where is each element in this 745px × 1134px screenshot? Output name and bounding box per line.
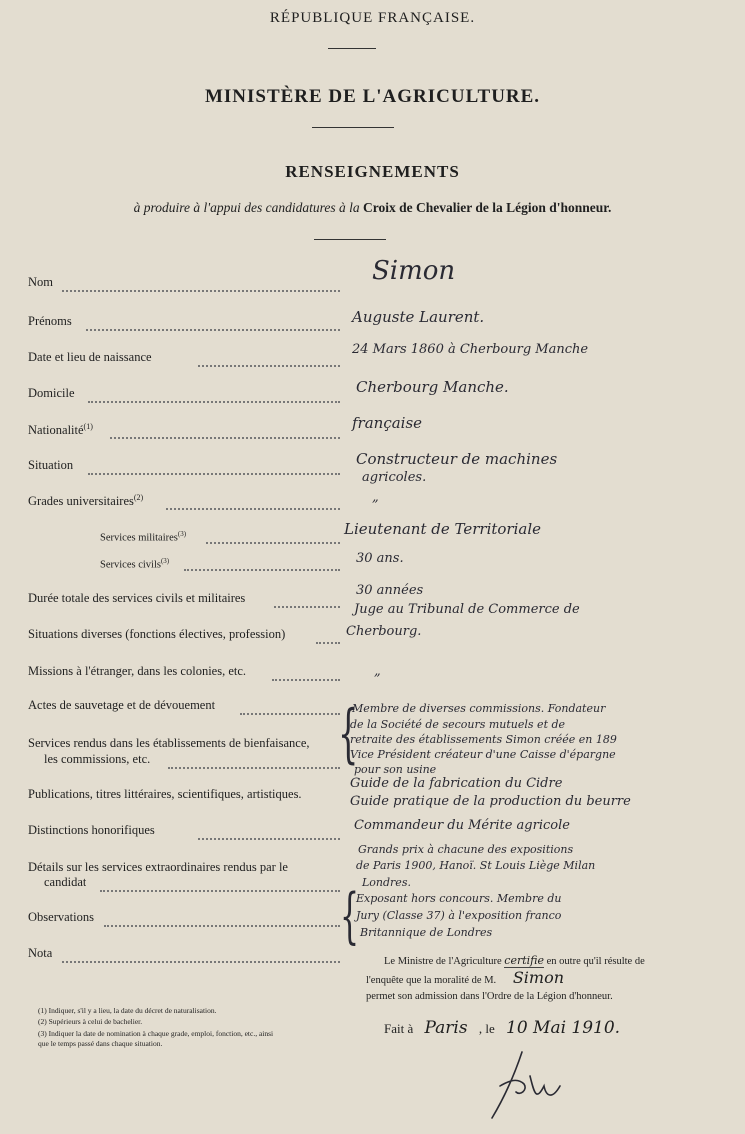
leader-dots xyxy=(168,767,340,769)
value-bienfaisance-5: pour son usine xyxy=(354,763,437,776)
label-naissance: Date et lieu de naissance xyxy=(28,350,152,364)
label-nationalite: Nationalité$^{(1)}$ xyxy=(28,422,93,438)
label-diverses: Situations diverses (fonctions électives, profession) xyxy=(28,627,286,641)
cert-line-2: l'enquête que la moralité de M. Simon xyxy=(366,968,564,987)
leader-dots xyxy=(104,925,340,927)
leader-dots xyxy=(166,508,340,510)
label-nom: Nom xyxy=(28,275,53,289)
value-situation-2: agricoles. xyxy=(362,470,427,485)
value-nationalite: française xyxy=(352,414,423,432)
label-observations: Observations xyxy=(28,910,94,924)
value-grades: „ xyxy=(372,490,379,505)
value-distinctions: Commandeur du Mérite agricole xyxy=(354,818,570,833)
leader-dots xyxy=(100,890,340,892)
value-bienfaisance-2: de la Société de secours mutuels et de xyxy=(350,718,566,731)
value-extraordinaires-2: de Paris 1900, Hanoï. St Louis Liège Milan xyxy=(356,859,596,872)
label-duree: Durée totale des services civils et militaires xyxy=(28,591,246,605)
footnote-2: (2) Supérieurs à celui de bachelier. xyxy=(38,1017,143,1026)
value-militaires: Lieutenant de Territoriale xyxy=(344,520,542,538)
footnote-1: (1) Indiquer, s'il y a lieu, la date du décret de naturalisation. xyxy=(38,1006,217,1015)
leader-dots xyxy=(62,961,340,963)
label-extraordinaires-2: candidat xyxy=(44,875,87,889)
cert-line-1: Le Ministre de l'Agriculture certifie en outre qu'il résulte de xyxy=(384,954,645,967)
header-ministry: MINISTÈRE DE L'AGRICULTURE. xyxy=(204,86,541,107)
value-observations-1: Exposant hors concours. Membre du xyxy=(356,892,562,905)
label-nota: Nota xyxy=(28,946,53,960)
value-duree: 30 années xyxy=(356,583,424,598)
divider xyxy=(312,127,394,128)
value-civils: 30 ans. xyxy=(356,551,404,566)
value-publications-2: Guide pratique de la production du beurre xyxy=(350,794,631,809)
value-naissance: 24 Mars 1860 à Cherbourg Manche xyxy=(352,342,589,357)
fait-line: Fait à Paris , le 10 Mai 1910. xyxy=(384,1018,621,1038)
value-domicile: Cherbourg Manche. xyxy=(356,378,509,396)
leader-dots xyxy=(198,365,340,367)
footnote-3b: que le temps passé dans chaque situation. xyxy=(38,1039,163,1048)
leader-dots xyxy=(272,679,340,681)
value-observations-3: Britannique de Londres xyxy=(360,926,493,939)
header-republic: RÉPUBLIQUE FRANÇAISE. xyxy=(269,10,476,26)
label-distinctions: Distinctions honorifiques xyxy=(28,823,155,837)
label-grades: Grades universitaires$^{(2)}$ xyxy=(28,493,144,509)
label-missions: Missions à l'étranger, dans les colonies, etc. xyxy=(28,664,247,678)
label-bienfaisance-2: les commissions, etc. xyxy=(44,752,151,766)
header-title: RENSEIGNEMENTS xyxy=(285,162,460,181)
leader-dots xyxy=(62,290,340,292)
leader-dots xyxy=(88,401,340,403)
leader-dots xyxy=(110,437,340,439)
label-extraordinaires-1: Détails sur les services extraordinaires rendus par le xyxy=(28,860,288,874)
value-publications-1: Guide de la fabrication du Cidre xyxy=(350,776,563,791)
value-missions: „ xyxy=(374,664,381,679)
brace-icon: { xyxy=(340,881,360,951)
leader-dots xyxy=(86,329,340,331)
leader-dots xyxy=(198,838,340,840)
leader-dots xyxy=(184,569,340,571)
value-extraordinaires-3: Londres. xyxy=(362,876,411,889)
brace-icon: { xyxy=(338,697,359,771)
label-militaires: Services militaires$^{(3)}$ xyxy=(100,530,187,544)
leader-dots xyxy=(240,713,340,715)
value-observations-2: Jury (Classe 37) à l'exposition franco xyxy=(356,909,562,922)
subtitle-prefix: à produire à l'appui des candidatures à la xyxy=(133,200,360,215)
value-prenoms: Auguste Laurent. xyxy=(352,308,485,326)
leader-dots xyxy=(206,542,340,544)
value-nom: Simon xyxy=(372,256,456,286)
label-civils: Services civils$^{(3)}$ xyxy=(100,557,170,571)
subtitle-bold: Croix de Chevalier de la Légion d'honneur. xyxy=(362,200,612,215)
header-subtitle xyxy=(0,200,745,216)
certificate-block xyxy=(366,953,696,1005)
footnote-3a: (3) Indiquer la date de nomination à chaque grade, emploi, fonction, etc., ainsi xyxy=(38,1029,274,1038)
divider xyxy=(328,48,376,49)
label-sauvetage: Actes de sauvetage et de dévouement xyxy=(28,698,216,712)
label-situation: Situation xyxy=(28,458,74,472)
value-extraordinaires-1: Grands prix à chacune des expositions xyxy=(358,843,574,856)
leader-dots xyxy=(88,473,340,475)
label-prenoms: Prénoms xyxy=(28,314,72,328)
leader-dots xyxy=(316,642,340,644)
value-diverses-2: Cherbourg. xyxy=(346,624,422,639)
label-publications: Publications, titres littéraires, scientifiques, artistiques. xyxy=(28,787,302,801)
cert-line-3: permet son admission dans l'Ordre de la Légion d'honneur. xyxy=(366,991,613,1002)
value-situation-1: Constructeur de machines xyxy=(356,450,558,468)
value-bienfaisance-4: Vice Président créateur d'une Caisse d'épargne xyxy=(350,748,616,761)
divider xyxy=(314,239,386,240)
label-domicile: Domicile xyxy=(28,386,75,400)
value-bienfaisance-3: retraite des établissements Simon créée en 189 xyxy=(350,733,617,746)
leader-dots xyxy=(274,606,340,608)
value-diverses-1: Juge au Tribunal de Commerce de xyxy=(354,602,580,617)
signature-icon xyxy=(470,1046,580,1126)
value-bienfaisance-1: Membre de diverses commissions. Fondateur xyxy=(352,702,606,715)
label-bienfaisance-1: Services rendus dans les établissements de bienfaisance, xyxy=(28,736,310,750)
